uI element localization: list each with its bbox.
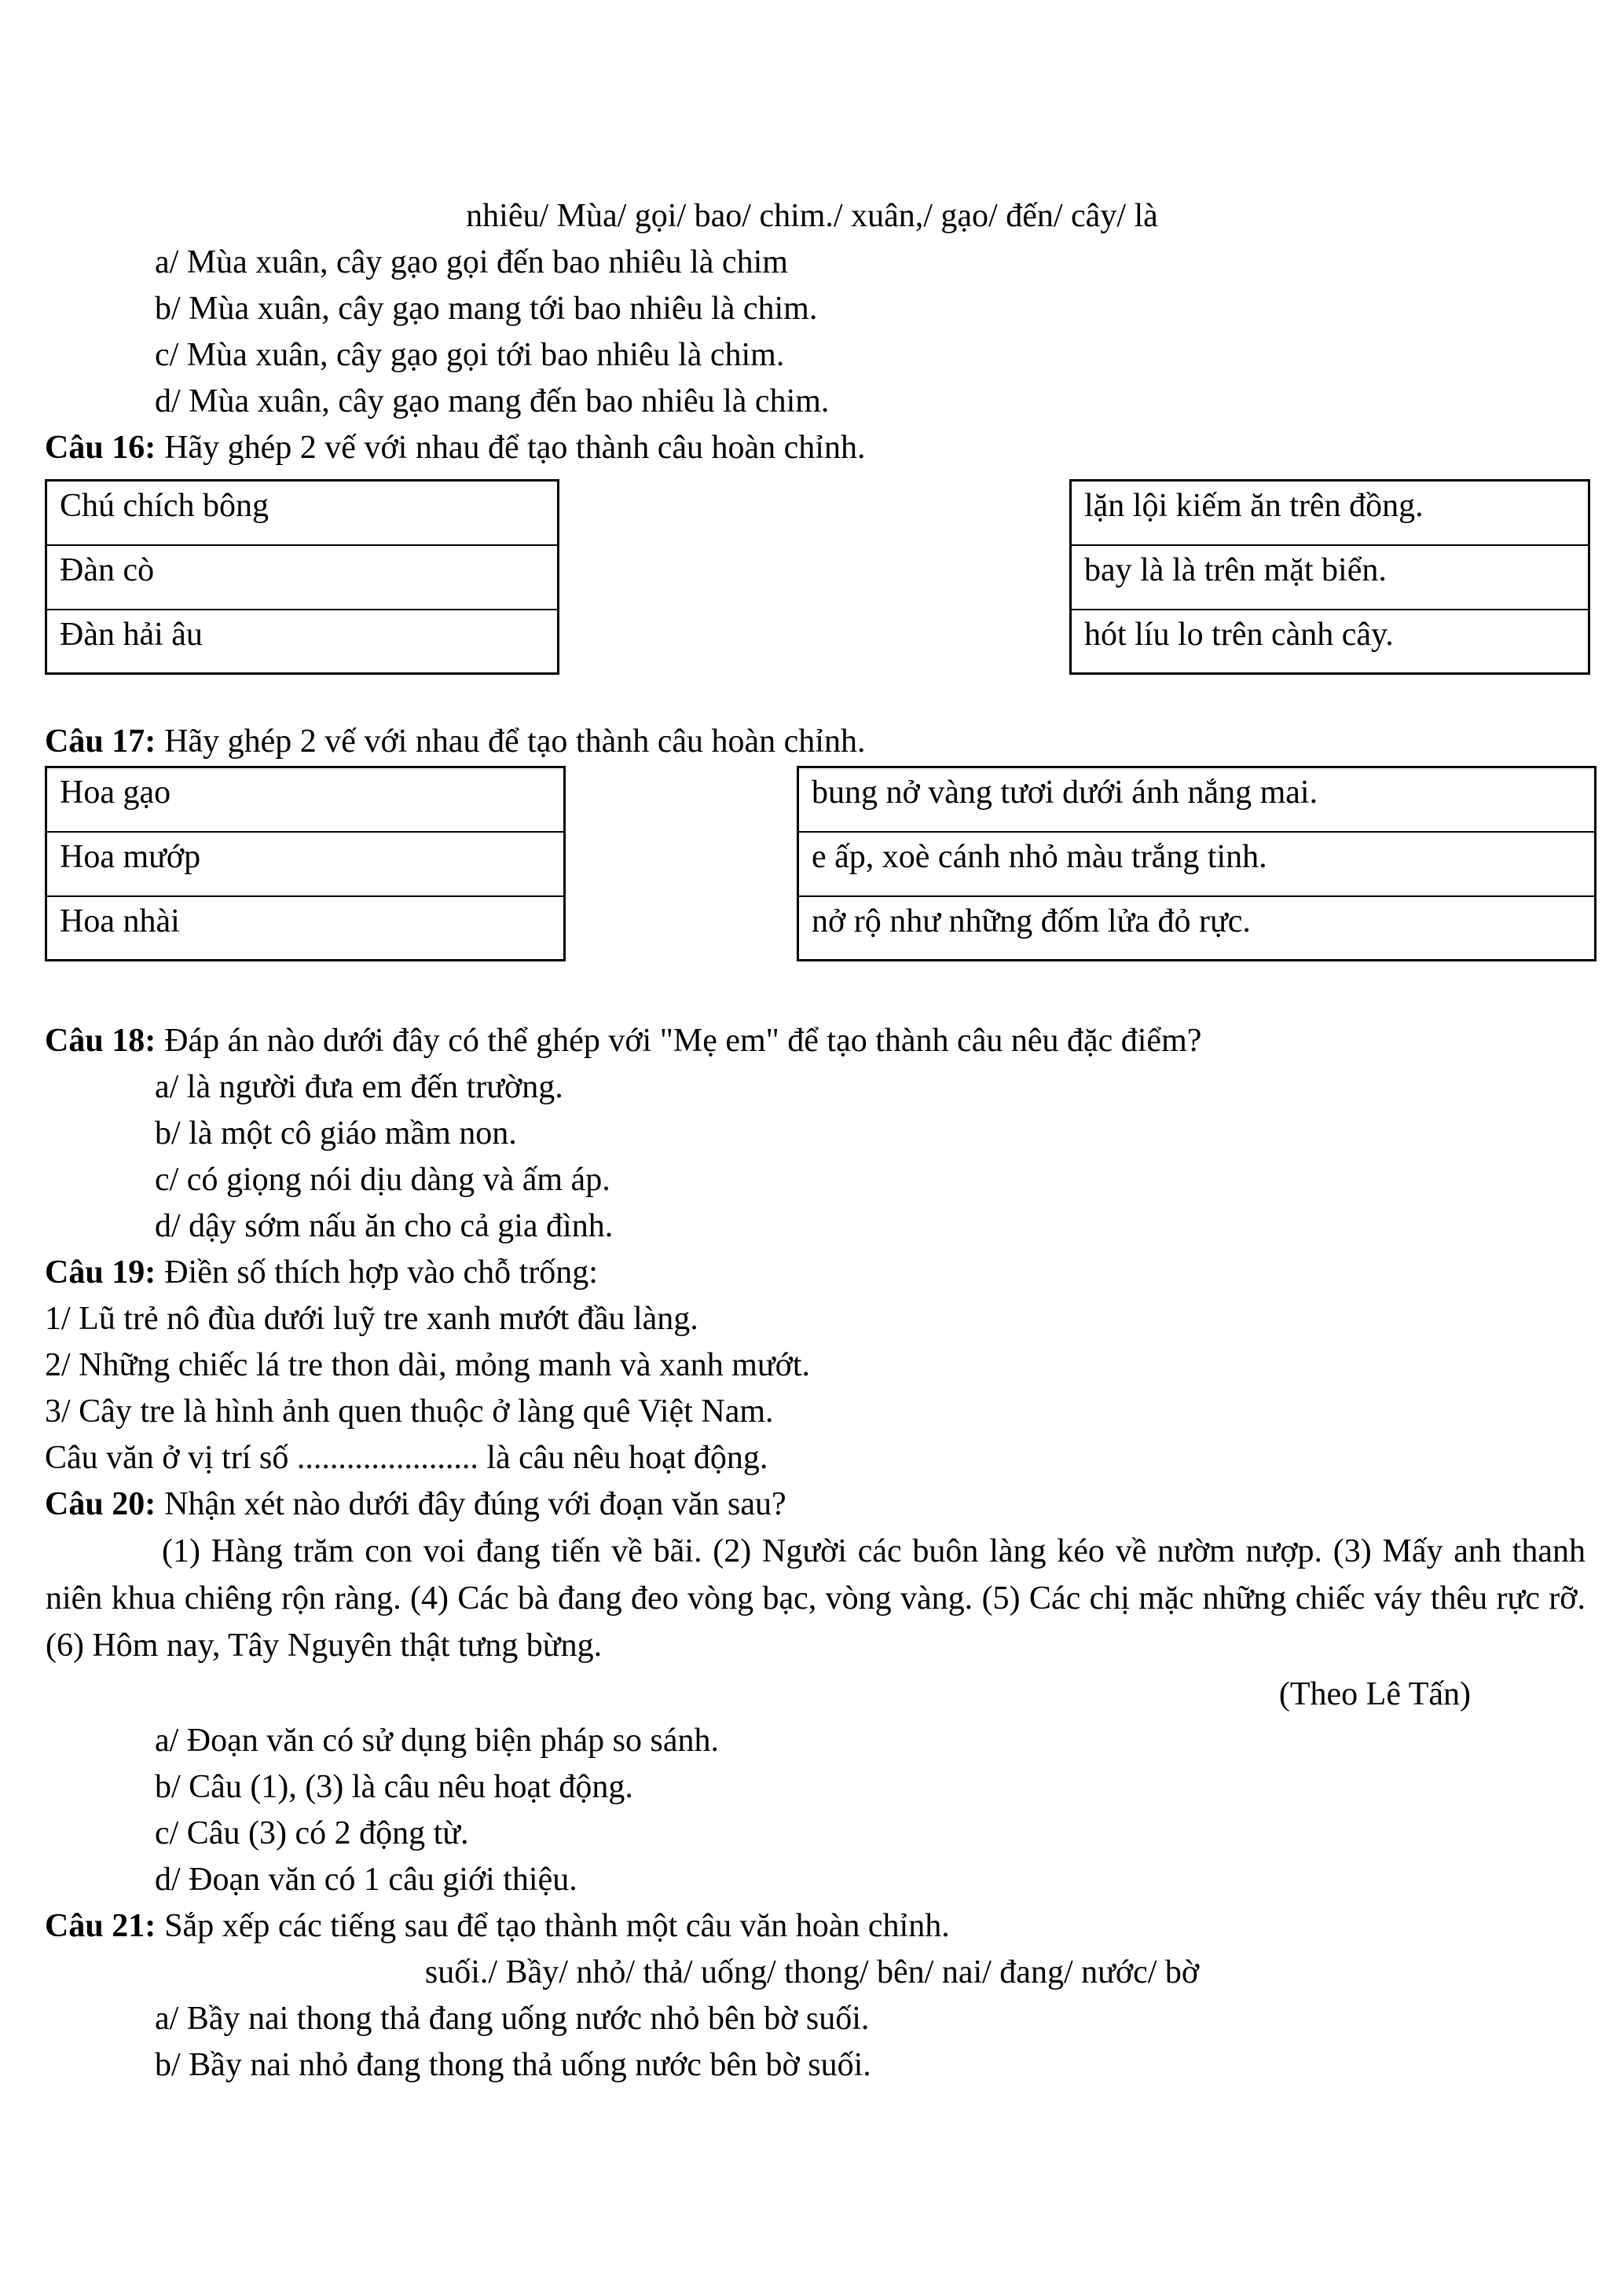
q17-right-cell-1: bung nở vàng tươi dưới ánh nắng mai. xyxy=(798,767,1596,832)
q17-right-table xyxy=(797,766,1597,961)
q16-right-cell-1: lặn lội kiếm ăn trên đồng. xyxy=(1071,481,1589,545)
q17-left-table xyxy=(45,766,566,961)
q17-left-cell-2: Hoa mướp xyxy=(46,832,565,896)
q19-sentence-2: 2/ Những chiếc lá tre thon dài, mỏng manh và xanh mướt. xyxy=(45,1347,811,1383)
q16-right-cell-2: bay là là trên mặt biển. xyxy=(1071,545,1589,610)
question-17-prompt: Hãy ghép 2 vế với nhau để tạo thành câu hoàn chỉnh. xyxy=(164,723,866,760)
q16-left-cell-2: Đàn cò xyxy=(46,545,559,610)
question-18-prompt: Đáp án nào dưới đây có thể ghép với "Mẹ em" để tạo thành câu nêu đặc điểm? xyxy=(164,1023,1202,1059)
question-20-prompt: Nhận xét nào dưới đây đúng với đoạn văn sau? xyxy=(164,1486,786,1522)
intro-scramble-line: nhiêu/ Mùa/ gọi/ bao/ chim./ xuân,/ gạo/ đến/ cây/ là xyxy=(466,198,1158,234)
q18-option-d: d/ dậy sớm nấu ăn cho cả gia đình. xyxy=(155,1208,614,1244)
question-19-heading xyxy=(45,1250,598,1296)
q16-right-table xyxy=(1069,479,1590,675)
question-17-label: Câu 17: xyxy=(45,723,156,760)
q16-left-cell-1: Chú chích bông xyxy=(46,481,559,545)
q18-option-b: b/ là một cô giáo mầm non. xyxy=(155,1115,517,1152)
q20-option-b: b/ Câu (1), (3) là câu nêu hoạt động. xyxy=(155,1769,633,1805)
question-20-heading xyxy=(45,1481,786,1528)
q16-right-cell-3: hót líu lo trên cành cây. xyxy=(1071,610,1589,674)
question-19-prompt: Điền số thích hợp vào chỗ trống: xyxy=(164,1254,598,1291)
q20-option-a: a/ Đoạn văn có sử dụng biện pháp so sánh. xyxy=(155,1723,719,1759)
q20-attribution: (Theo Lê Tấn) xyxy=(1278,1676,1471,1712)
intro-option-b: b/ Mùa xuân, cây gạo mang tới bao nhiêu là chim. xyxy=(155,291,818,327)
q16-left-cell-3: Đàn hải âu xyxy=(46,610,559,674)
q20-option-c: c/ Câu (3) có 2 động từ. xyxy=(155,1815,469,1851)
question-21-prompt: Sắp xếp các tiếng sau để tạo thành một câu văn hoàn chỉnh. xyxy=(164,1908,950,1944)
q20-passage: (1) Hàng trăm con voi đang tiến về bãi. (2) Người các buôn làng kéo về nườm nượp. (3) Mấy anh thanh niên khua chiêng rộn ràng. (4) Các bà đang đeo vòng bạc, vòng vàng. (5) Các chị mặc những chiếc váy thêu rực rỡ. (6) Hôm nay, Tây Nguyên thật tưng bừng. xyxy=(46,1533,1586,1664)
question-18-heading xyxy=(45,1018,1201,1064)
q19-sentence-3: 3/ Cây tre là hình ảnh quen thuộc ở làng quê Việt Nam. xyxy=(45,1393,774,1430)
q19-fill-blank-line: Câu văn ở vị trí số ...................... là câu nêu hoạt động. xyxy=(45,1440,768,1476)
q17-right-cell-2: e ấp, xoè cánh nhỏ màu trắng tinh. xyxy=(798,832,1596,896)
q17-right-cell-3: nở rộ như những đốm lửa đỏ rực. xyxy=(798,896,1596,961)
question-18-label: Câu 18: xyxy=(45,1023,156,1059)
question-21-label: Câu 21: xyxy=(45,1908,156,1944)
intro-option-a: a/ Mùa xuân, cây gạo gọi đến bao nhiêu là chim xyxy=(155,244,788,280)
q21-option-b: b/ Bầy nai nhỏ đang thong thả uống nước bên bờ suối. xyxy=(155,2047,871,2083)
q21-option-a: a/ Bầy nai thong thả đang uống nước nhỏ bên bờ suối. xyxy=(155,2001,870,2037)
q18-option-a: a/ là người đưa em đến trường. xyxy=(155,1069,563,1105)
q19-sentence-1: 1/ Lũ trẻ nô đùa dưới luỹ tre xanh mướt đầu làng. xyxy=(45,1301,698,1337)
question-19-label: Câu 19: xyxy=(45,1254,156,1291)
q17-left-cell-3: Hoa nhài xyxy=(46,896,565,961)
q20-option-d: d/ Đoạn văn có 1 câu giới thiệu. xyxy=(155,1862,577,1898)
q16-left-table xyxy=(45,479,559,675)
q17-left-cell-1: Hoa gạo xyxy=(46,767,565,832)
q21-scramble-line: suối./ Bầy/ nhỏ/ thả/ uống/ thong/ bên/ nai/ đang/ nước/ bờ xyxy=(424,1954,1200,1990)
intro-option-d: d/ Mùa xuân, cây gạo mang đến bao nhiêu là chim. xyxy=(155,383,830,419)
question-16-prompt: Hãy ghép 2 vế với nhau để tạo thành câu hoàn chỉnh. xyxy=(164,430,866,466)
question-17-heading xyxy=(45,719,865,765)
q18-option-c: c/ có giọng nói dịu dàng và ấm áp. xyxy=(155,1162,610,1198)
intro-option-c: c/ Mùa xuân, cây gạo gọi tới bao nhiêu là chim. xyxy=(155,337,785,373)
question-16-heading xyxy=(45,425,865,471)
question-21-heading xyxy=(45,1903,950,1950)
question-20-label: Câu 20: xyxy=(45,1486,156,1522)
question-16-label: Câu 16: xyxy=(45,430,156,466)
